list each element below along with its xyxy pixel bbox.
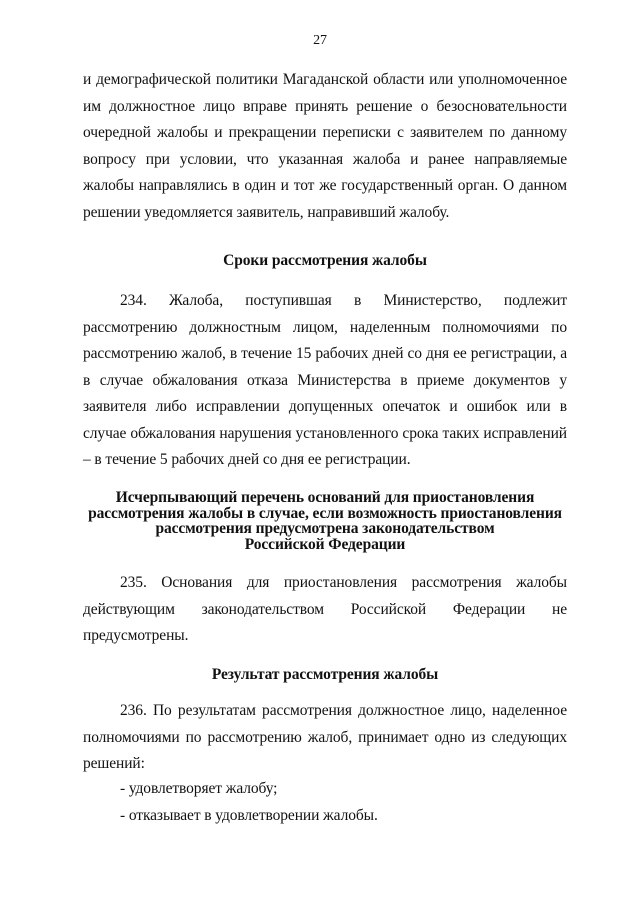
paragraph-234: 234. Жалоба, поступившая в Министерство, подлежит рассмотрению должностным лицом, наделенным полномочиями по рассмотрению жалоб, в течение 15 рабочих дней со дня ее регистрации, а в случае обжалования отказа Министерства в приеме документов у заявителя либо исправлении допущенных опечаток и ошибок или в случае обжалования нарушения установленного срока таких исправлений – в течение 5 рабочих дней со дня ее регистрации.	[83, 292, 567, 468]
paragraph-236: 236. По результатам рассмотрения должностное лицо, наделенное полномочиями по рассмотрению жалоб, принимает одно из следующих решений:	[83, 702, 567, 772]
paragraph-236-block	[83, 698, 567, 778]
section-heading-suspension	[75, 490, 575, 552]
intro-paragraph-block	[83, 67, 567, 226]
heading-line: Исчерпывающий перечень оснований для приостановления	[115, 489, 535, 506]
section-heading-result: Результат рассмотрения жалобы	[211, 666, 439, 683]
decision-list	[120, 776, 560, 829]
list-item: - удовлетворяет жалобу;	[120, 780, 278, 797]
heading-line: рассмотрения жалобы в случае, если возможность приостановления	[88, 504, 562, 522]
list-item: - отказывает в удовлетворении жалобы.	[120, 806, 378, 824]
section-heading-terms: Сроки рассмотрения жалобы	[223, 252, 427, 269]
paragraph-234-block	[83, 288, 567, 474]
page-number: 27	[313, 33, 327, 48]
heading-line: Российской Федерации	[244, 535, 406, 553]
heading-line: рассмотрения предусмотрена законодательством	[155, 520, 495, 537]
paragraph-235-block	[83, 570, 567, 650]
paragraph-235: 235. Основания для приостановления рассмотрения жалобы действующим законодательством Российской Федерации не предусмотрены.	[83, 574, 567, 644]
intro-paragraph: и демографической политики Магаданской области или уполномоченное им должностное лицо вправе принять решение о безосновательности очередной жалобы и прекращении переписки с заявителем по данному вопросу при условии, что указанная жалоба и ранее направляемые жалобы направлялись в один и тот же государственный орган. О данном решении уведомляется заявитель, направивший жалобу.	[83, 71, 567, 221]
